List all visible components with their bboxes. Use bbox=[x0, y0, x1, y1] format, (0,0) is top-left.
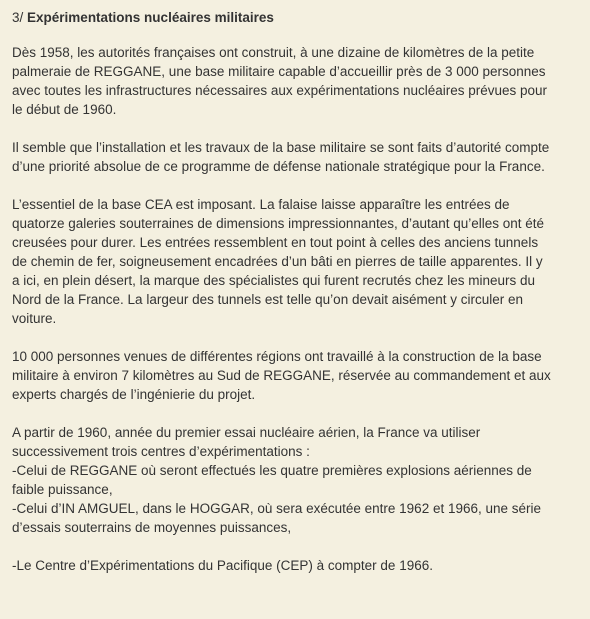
paragraph-workers bbox=[12, 347, 580, 404]
text-line: d’essais souterrains de moyennes puissances, bbox=[12, 520, 292, 535]
text-line: 10 000 personnes venues de différentes régions ont travaillé à la construction de la base bbox=[12, 349, 542, 364]
text-line: Nord de la France. La largeur des tunnels est telle qu’on devait aisément y circuler en bbox=[12, 292, 524, 307]
text-line: avec toutes les infrastructures nécessaires aux expérimentations nucléaires prévues pour bbox=[12, 83, 548, 98]
text-line: faible puissance, bbox=[12, 482, 113, 497]
text-line: voiture. bbox=[12, 311, 57, 326]
text-line: palmeraie de REGGANE, une base militaire capable d’accueillir près de 3 000 personnes bbox=[12, 64, 546, 79]
text-line: militaire à environ 7 kilomètres au Sud de REGGANE, réservée au commandement et aux bbox=[12, 368, 551, 383]
text-line: A partir de 1960, année du premier essai nucléaire aérien, la France va utiliser bbox=[12, 425, 481, 440]
text-line: -Celui de REGGANE où seront effectués les quatre premières explosions aériennes de bbox=[12, 463, 532, 478]
text-line: d’une priorité absolue de ce programme de défense nationale stratégique pour la France. bbox=[12, 159, 545, 174]
paragraph-reggane-base bbox=[12, 43, 580, 119]
section-number: 3/ bbox=[12, 10, 24, 25]
paragraph-cea-base bbox=[12, 195, 580, 328]
text-line: successivement trois centres d’expérimentations : bbox=[12, 444, 310, 459]
section-heading bbox=[12, 8, 580, 27]
text-line: le début de 1960. bbox=[12, 102, 117, 117]
paragraph-cep bbox=[12, 556, 580, 575]
section-title: Expérimentations nucléaires militaires bbox=[27, 10, 274, 25]
paragraph-priority bbox=[12, 138, 580, 176]
text-line: Dès 1958, les autorités françaises ont construit, à une dizaine de kilomètres de la petite bbox=[12, 45, 535, 60]
text-line: Il semble que l’installation et les travaux de la base militaire se sont faits d’autorité compte bbox=[12, 140, 550, 155]
text-line: -Celui d’IN AMGUEL, dans le HOGGAR, où sera exécutée entre 1962 et 1966, une série bbox=[12, 501, 542, 516]
text-line: de chemin de fer, soigneusement encadrées d’un bâti en pierres de taille apparentes. Il y bbox=[12, 254, 543, 269]
text-line: experts chargés de l’ingénierie du projet. bbox=[12, 387, 256, 402]
text-line: quatorze galeries souterraines de dimensions impressionnantes, d’autant qu’elles ont été bbox=[12, 216, 545, 231]
text-line: -Le Centre d’Expérimentations du Pacifique (CEP) à compter de 1966. bbox=[12, 558, 433, 573]
text-line: creusées pour durer. Les entrées ressemblent en tout point à celles des anciens tunnels bbox=[12, 235, 539, 250]
paragraph-test-centers bbox=[12, 423, 580, 537]
text-line: a ici, en plein désert, la marque des spécialistes qui furent recrutés chez les mineurs du bbox=[12, 273, 536, 288]
text-line: L’essentiel de la base CEA est imposant. La falaise laisse apparaître les entrées de bbox=[12, 197, 510, 212]
